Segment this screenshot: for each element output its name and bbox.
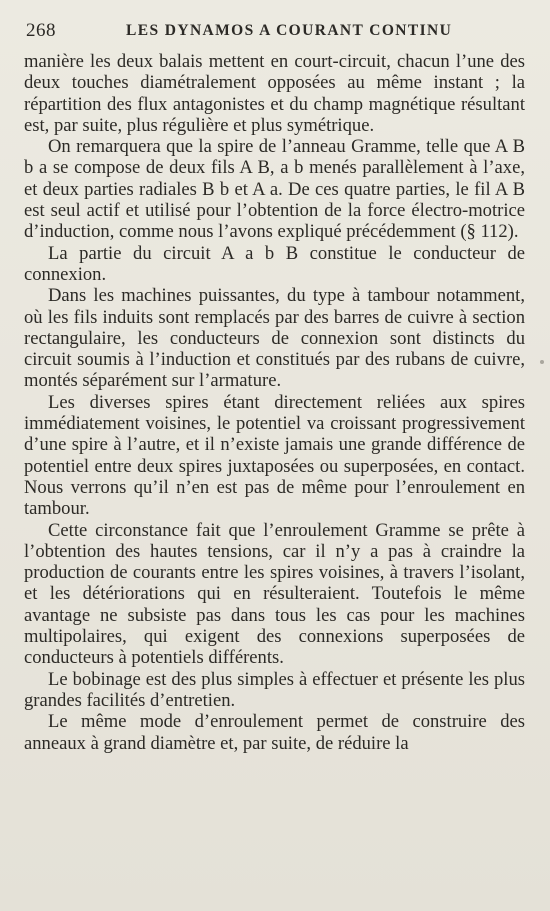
paragraph-machines-puissantes: Dans les machines puissantes, du type à tambour notamment, où les fils induits sont remplacés par des barres de cuivre à section rectangulaire, les conducteurs de connexion sont distincts du circuit soumis à l’induction et constitués par des rubans de cuivre, montés séparément sur l’armature. (24, 285, 525, 392)
paragraph-continued: manière les deux balais mettent en court-circuit, chacun l’une des deux touches diamétralement opposées au même instant ; la répartition des flux antagonistes et du champ magnétique résultant est, par suite, plus régulière et plus symétrique. (24, 51, 525, 136)
page-number: 268 (26, 20, 56, 41)
running-title: LES DYNAMOS A COURANT CONTINU (126, 22, 453, 39)
paragraph-gramme-spire: On remarquera que la spire de l’anneau Gramme, telle que A B b a se compose de deux fils A B, a b menés parallèlement à l’axe, et deux parties radiales B b et A a. De ces quatre parties, le fil A B est seul actif et utilisé pour l’obtention de la force électro-motrice d’induction, comme nous l’avons expliqué précédemment (§ 112). (24, 136, 525, 243)
paragraph-spires-voisines: Les diverses spires étant directement reliées aux spires immédiatement voisines, le potentiel va croissant progressivement d’une spire à l’autre, et il n’existe jamais une grande différence de potentiel entre deux spires juxtaposées ou superposées, en contact. Nous verrons qu’il n’en est pas de même pour l’enroulement en tambour. (24, 391, 525, 520)
paragraph-grand-diametre: Le même mode d’enroulement permet de construire des anneaux à grand diamètre et, par suite, de réduire la (24, 711, 525, 754)
paragraph-bobinage: Le bobinage est des plus simples à effectuer et présente les plus grandes facilités d’entretien. (24, 668, 525, 711)
print-speck (540, 360, 544, 364)
paragraph-connexion: La partie du circuit A a b B constitue le conducteur de connexion. (24, 242, 525, 285)
page-header (26, 20, 524, 44)
body-text (24, 51, 525, 754)
paragraph-hautes-tensions: Cette circonstance fait que l’enroulement Gramme se prête à l’obtention des hautes tensions, car il n’y a pas à craindre la production de courants entre les spires voisines, à travers l’isolant, et les détériorations qui en résulteraient. Toutefois le même avantage ne subsiste pas dans tous les cas pour les machines multipolaires, qui exigent des connexions superposées de conducteurs à potentiels différents. (24, 519, 525, 669)
